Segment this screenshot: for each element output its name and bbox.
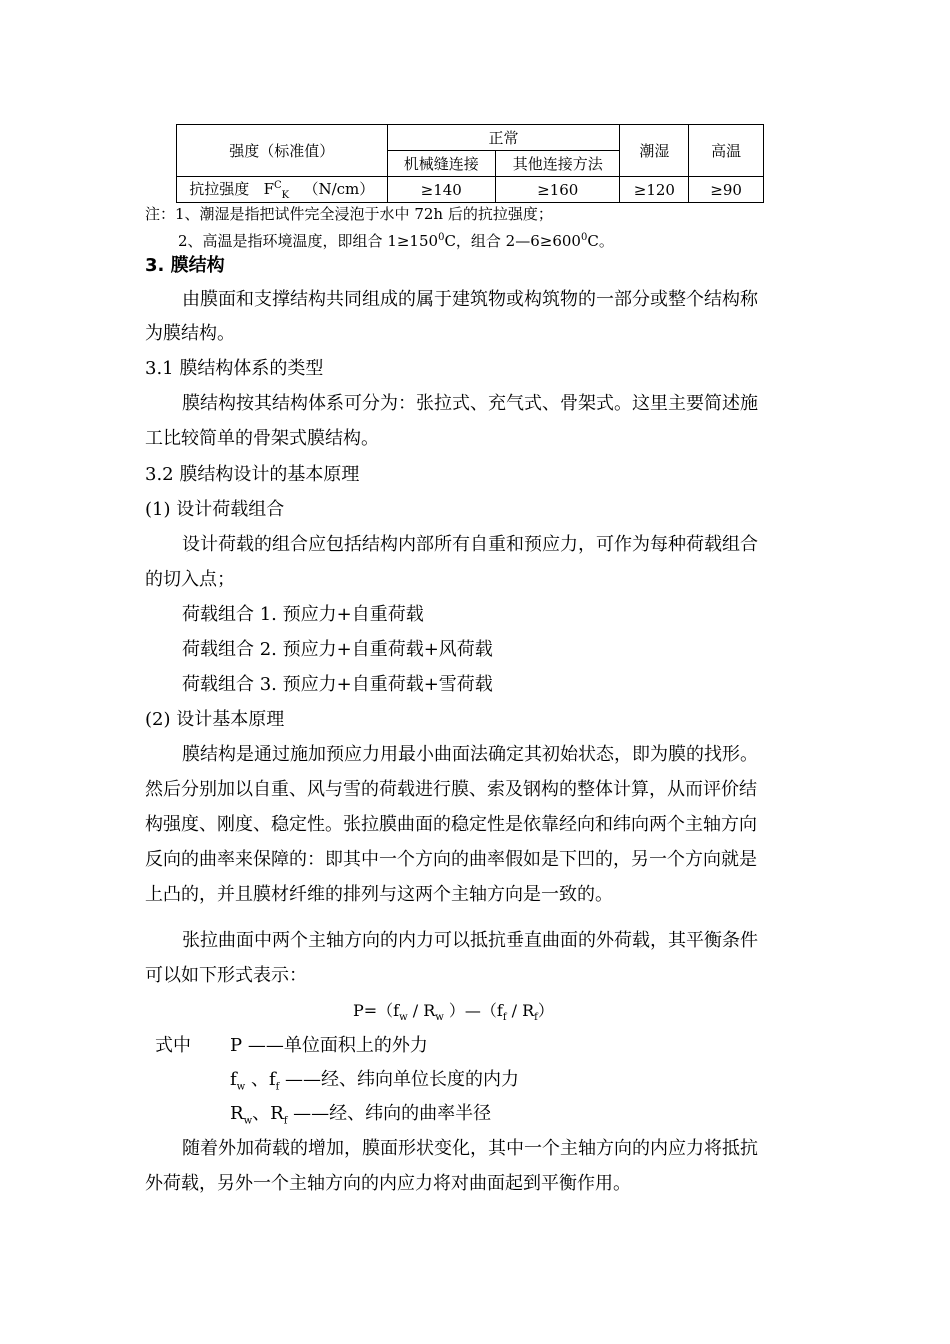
subsection-3-1: 3.1 膜结构体系的类型 [145, 358, 324, 379]
strength-table [176, 124, 764, 203]
formula-part-e: ） [537, 1001, 554, 1020]
formula-part-d: / R [506, 1001, 535, 1020]
item-2: (2) 设计基本原理 [145, 709, 285, 730]
para-4-line-1: 膜结构是通过施加预应力用最小曲面法确定其初始状态，即为膜的找形。 [182, 744, 758, 765]
para-1-line-1: 由膜面和支撑结构共同组成的属于建筑物或构筑物的一部分或整个结构称 [182, 289, 758, 310]
load-combo-2: 荷载组合 2. 预应力+自重荷载+风荷载 [182, 639, 493, 660]
subsection-3-2: 3.2 膜结构设计的基本原理 [145, 464, 360, 485]
def-r-a: R [230, 1103, 244, 1124]
definition-f [230, 1069, 519, 1099]
note-2-sup2: 0 [580, 232, 588, 243]
row-unit: （N/cm） [303, 180, 375, 198]
para-4-line-3: 构强度、刚度、稳定性。张拉膜曲面的稳定性是依靠经向和纬向两个主轴方向 [145, 814, 757, 835]
row-label-cell [177, 177, 388, 203]
header-hot: 高温 [689, 125, 764, 177]
row-symbol-sup: C [273, 180, 282, 191]
value-hot: ≥90 [689, 177, 764, 203]
section-3-title: 3. 膜结构 [145, 255, 225, 276]
para-2-line-2: 工比较简单的骨架式膜结构。 [145, 428, 379, 449]
row-symbol: F [263, 180, 274, 198]
para-3-line-2: 的切入点； [145, 569, 235, 590]
para-4-line-2: 然后分别加以自重、风与雪的荷载进行膜、索及钢构的整体计算，从而评价结 [145, 779, 757, 800]
para-4-line-5: 上凸的，并且膜材纤维的排列与这两个主轴方向是一致的。 [145, 884, 613, 905]
formula-part-a: P=（f [353, 1001, 400, 1020]
item-1: (1) 设计荷载组合 [145, 499, 285, 520]
note-2-c: C。 [587, 232, 614, 250]
para-6-line-1: 随着外加荷载的增加，膜面形状变化，其中一个主轴方向的内应力将抵抗 [182, 1138, 758, 1159]
def-f-a: f [230, 1069, 237, 1090]
formula-sub-1: w [399, 1012, 408, 1024]
para-1-line-2: 为膜结构。 [145, 323, 235, 344]
para-2-line-1: 膜结构按其结构体系可分为：张拉式、充气式、骨架式。这里主要简述施 [182, 393, 758, 414]
header-mech: 机械缝连接 [387, 151, 496, 177]
load-combo-1: 荷载组合 1. 预应力+自重荷载 [182, 604, 424, 625]
def-r-c: ——经、纬向的曲率半径 [287, 1103, 492, 1124]
def-r-b: 、R [252, 1103, 284, 1124]
formula [353, 1000, 554, 1029]
header-normal: 正常 [387, 125, 620, 151]
row-symbol-sub: K [281, 190, 290, 201]
para-5-line-1: 张拉曲面中两个主轴方向的内力可以抵抗垂直曲面的外荷载，其平衡条件 [182, 930, 758, 951]
formula-sub-3: f [502, 1012, 507, 1024]
value-mech: ≥140 [387, 177, 496, 203]
row-label: 抗拉强度 [189, 180, 250, 198]
def-r-sub-1: w [243, 1115, 253, 1127]
value-other: ≥160 [496, 177, 620, 203]
header-other: 其他连接方法 [496, 151, 620, 177]
note-2-a: 2、高温是指环境温度，即组合 1≥150 [178, 232, 439, 250]
para-4-line-4: 反向的曲率来保障的：即其中一个方向的曲率假如是下凹的，另一个方向就是 [145, 849, 757, 870]
header-wet: 潮湿 [620, 125, 689, 177]
where-label: 式中 [155, 1035, 191, 1056]
para-3-line-1: 设计荷载的组合应包括结构内部所有自重和预应力，可作为每种荷载组合 [182, 534, 758, 555]
para-6-line-2: 外荷载，另外一个主轴方向的内应力将对曲面起到平衡作用。 [145, 1173, 631, 1194]
definition-r [230, 1103, 491, 1133]
note-2-b: C，组合 2—6≥600 [444, 232, 581, 250]
para-5-line-2: 可以如下形式表示： [145, 965, 307, 986]
def-f-sub-1: w [236, 1081, 246, 1093]
formula-part-b: / R [407, 1001, 436, 1020]
formula-sub-4: f [534, 1012, 538, 1024]
def-r-sub-2: f [283, 1115, 288, 1127]
formula-part-c: ）—（f [443, 1001, 503, 1020]
header-strength: 强度（标准值） [177, 125, 388, 177]
value-wet: ≥120 [620, 177, 689, 203]
load-combo-3: 荷载组合 3. 预应力+自重荷载+雪荷载 [182, 674, 493, 695]
note-2 [178, 229, 614, 250]
note-2-sup1: 0 [438, 232, 445, 243]
note-1: 注：1、潮湿是指把试件完全浸泡于水中 72h 后的抗拉强度； [145, 205, 553, 223]
definition-p: P ——单位面积上的外力 [230, 1035, 428, 1056]
formula-sub-2: w [435, 1012, 444, 1024]
def-f-b: 、f [245, 1069, 276, 1090]
def-f-c: ——经、纬向单位长度的内力 [279, 1069, 520, 1090]
def-f-sub-2: f [275, 1081, 280, 1093]
